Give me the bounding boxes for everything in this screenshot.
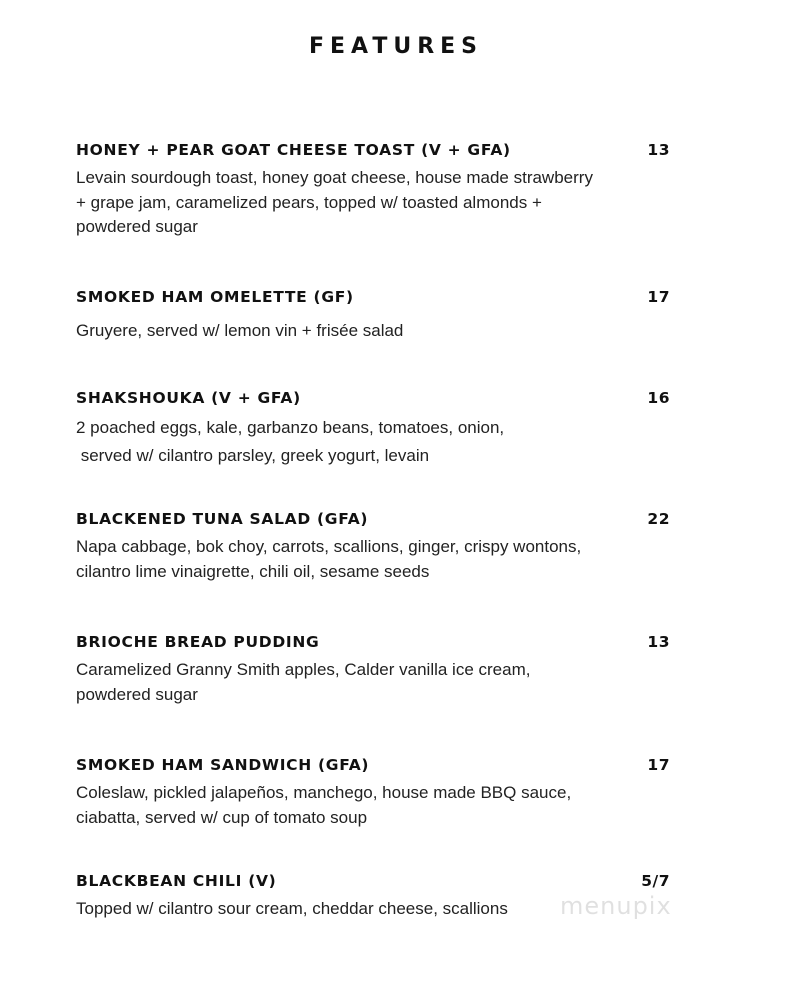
menu-item — [76, 139, 676, 240]
menu-item — [76, 754, 676, 830]
menu-item — [76, 631, 676, 707]
menu-item-header — [76, 286, 676, 308]
menu-item-price: 5/7 — [641, 872, 670, 890]
description-line: Topped w/ cilantro sour cream, cheddar cheese, scallions — [76, 899, 508, 918]
menu-item-header — [76, 631, 676, 653]
description-line: Caramelized Granny Smith apples, Calder vanilla ice cream, — [76, 660, 531, 679]
menu-item-name: BLACKENED TUNA SALAD (GFA) — [76, 510, 369, 528]
description-line: powdered sugar — [76, 684, 198, 704]
menu-item-description — [76, 658, 676, 707]
menu-item-name: BLACKBEAN CHILI (V) — [76, 872, 277, 890]
menu-item-name: SHAKSHOUKA (V + GFA) — [76, 389, 301, 407]
description-line: Gruyere, served w/ lemon vin + frisée salad — [76, 321, 404, 340]
watermark: menupix — [560, 892, 672, 920]
description-line: served w/ cilantro parsley, greek yogurt, levain — [76, 446, 430, 465]
menu-item-description — [76, 319, 676, 344]
description-line: powdered sugar — [76, 217, 198, 236]
menu-item-price: 17 — [647, 288, 670, 306]
menu-item-name: SMOKED HAM SANDWICH (GFA) — [76, 756, 370, 774]
menu-item-header — [76, 508, 676, 530]
menu-item-price: 17 — [647, 756, 670, 774]
description-line: cilantro lime vinaigrette, chili oil, sesame seeds — [76, 561, 430, 581]
description-line: + grape jam, caramelized pears, topped w/ toasted almonds + — [76, 192, 542, 212]
description-line: Coleslaw, pickled jalapeños, manchego, house made BBQ sauce, — [76, 783, 572, 802]
menu-item-description — [76, 535, 676, 584]
menu-item-price: 16 — [647, 389, 670, 407]
menu-item-name: BRIOCHE BREAD PUDDING — [76, 633, 320, 651]
menu-item-description — [76, 414, 676, 470]
menu-item-price: 22 — [647, 510, 670, 528]
menu-item-header — [76, 139, 676, 161]
menu-item — [76, 508, 676, 584]
menu-item-description — [76, 166, 676, 240]
menu-item-name: SMOKED HAM OMELETTE (GF) — [76, 288, 354, 306]
menu-item-header — [76, 754, 676, 776]
menu-item-price: 13 — [647, 141, 670, 159]
menu-item-description — [76, 781, 676, 830]
description-line: 2 poached eggs, kale, garbanzo beans, tomatoes, onion, — [76, 418, 505, 437]
menu-item — [76, 286, 676, 344]
menu-item-name: HONEY + PEAR GOAT CHEESE TOAST (V + GFA) — [76, 141, 511, 159]
menu-item-header — [76, 870, 676, 892]
description-line: ciabatta, served w/ cup of tomato soup — [76, 807, 368, 827]
page-title: FEATURES — [308, 34, 484, 59]
menu-item — [76, 387, 676, 470]
menu-item-price: 13 — [647, 633, 670, 651]
menu-item-header — [76, 387, 676, 409]
description-line: Napa cabbage, bok choy, carrots, scallions, ginger, crispy wontons, — [76, 537, 582, 556]
description-line: Levain sourdough toast, honey goat cheese, house made strawberry — [76, 168, 593, 187]
